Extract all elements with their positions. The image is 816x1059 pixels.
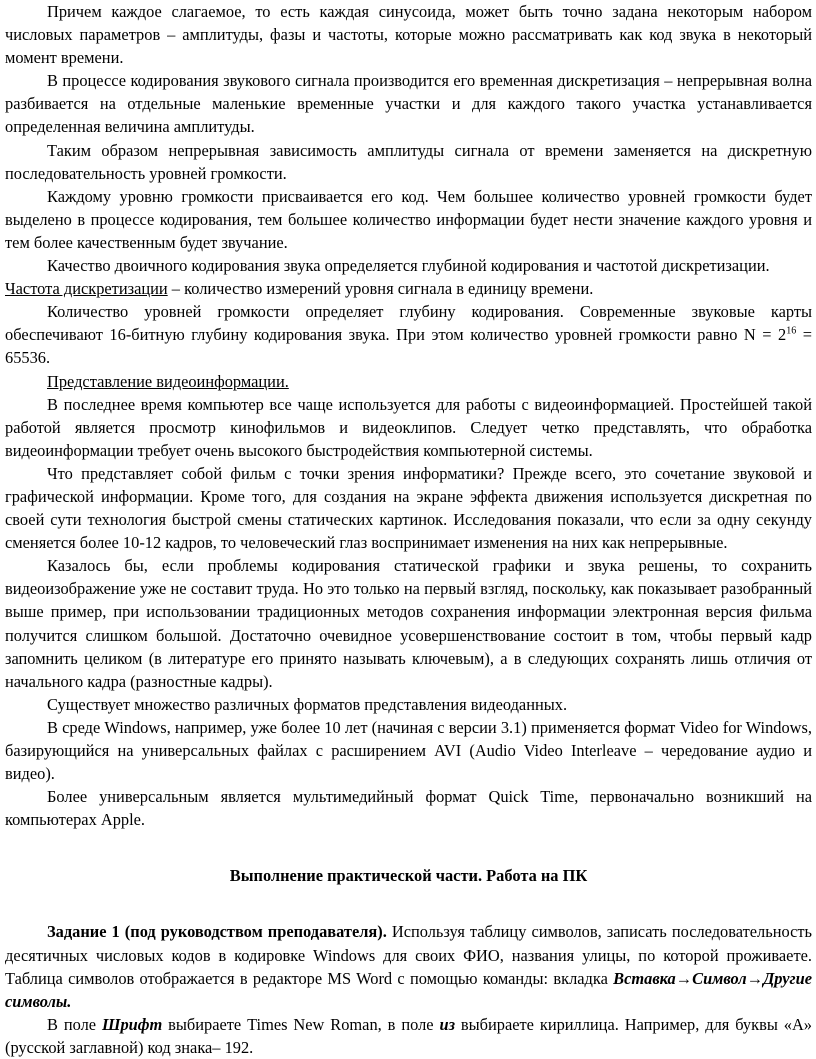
- encoding-depth-result: = 65536.: [5, 325, 812, 368]
- font-selection-text-3: выбираете кириллица. Например, для буквы «А» (русской заглавной) код знака– 192.: [5, 1014, 812, 1057]
- video-section-heading: Представление видеоинформации.: [47, 371, 289, 391]
- term-sampling-rate: Частота дискретизации: [5, 279, 168, 299]
- paragraph-video-intro: В последнее время компьютер все чаще используется для работы с видеоинформацией. Простейшей такой работой является просмотр кинофильмов и видеоклипов. Следует четко представлять, что обработка видеоинформации требует очень высокого быстродействия компьютерной системы.: [5, 394, 812, 460]
- paragraph-keyframes: Казалось бы, если проблемы кодирования статической графики и звука решены, то сохранить видеоизображение уже не составит труда. Но это только на первый взгляд, поскольку, как показывает разобранный выше пример, при использовании традиционных методов сохранения информации электронная версия фильма получится слишком большой. Достаточно очевидное усовершенствование состоит в том, чтобы первый кадр запомнить целиком (в литературе его принято называть ключевым), а в следующих сохранять лишь отличия от начального кадра (разностные кадры).: [5, 556, 812, 691]
- definition-text: – количество измерений уровня сигнала в единицу времени.: [167, 279, 594, 299]
- paragraph-film-informatics: Что представляет собой фильм с точки зрения информатики? Прежде всего, это сочетание звуковой и графической информации. Кроме того, для создания на экране эффекта движения используется дискретная по своей сути технология быстрой смены статических картинок. Исследования показали, что если за одну секунду сменяется более 10-12 кадров, то человеческий глаз воспринимает изменения на них как непрерывные.: [5, 463, 812, 553]
- task-label: Задание 1 (под руководством преподавателя).: [47, 922, 387, 942]
- paragraph-encoding-quality: Качество двоичного кодирования звука определяется глубиной кодирования и частотой дискретизации.: [47, 256, 770, 276]
- paragraph-encoding-depth: [5, 300, 812, 369]
- section-title-video: [5, 370, 812, 393]
- paragraph-time-discretization: В процессе кодирования звукового сигнала производится его временная дискретизация – непрерывная волна разбивается на отдельные маленькие временные участки и для каждого такого участка устанавливается определенная величина амплитуды.: [5, 71, 812, 137]
- font-selection-text-2: выбираете Times New Roman, в поле: [162, 1014, 440, 1034]
- practice-heading: Выполнение практической части. Работа на ПК: [229, 866, 588, 886]
- paragraph-avi-format: В среде Windows, например, уже более 10 лет (начиная с версии 3.1) применяется формат Video for Windows, базирующийся на универсальных файлах с расширением AVI (Audio Video Interleave – чередование аудио и видео).: [5, 717, 812, 784]
- paragraph-task-1: [5, 920, 812, 1012]
- from-field-label: из: [439, 1014, 455, 1034]
- paragraph-volume-levels: Таким образом непрерывная зависимость амплитуды сигнала от времени заменяется на дискретную последовательность уровней громкости.: [5, 140, 812, 183]
- paragraph-sinusoid-params: Причем каждое слагаемое, то есть каждая синусоида, может быть точно задана некоторым набором числовых параметров – амплитуды, фазы и частоты, которые можно рассматривать как код звука в некоторый момент времени.: [5, 2, 812, 68]
- font-selection-text: В поле: [47, 1014, 102, 1034]
- paragraph-video-formats: Существует множество различных форматов представления видеоданных.: [47, 694, 568, 714]
- paragraph-sampling-rate-definition: [5, 277, 812, 300]
- paragraph-level-codes: Каждому уровню громкости присваивается его код. Чем большее количество уровней громкости будет выделено в процессе кодирования, тем большее количество информации будет нести значение каждого уровня и тем более качественным будет звучание.: [5, 186, 812, 252]
- paragraph-quicktime-format: Более универсальным является мультимедийный формат Quick Time, первоначально возникший на компьютерах Apple.: [5, 787, 812, 830]
- exponent: 16: [786, 325, 797, 337]
- menu-path: Вставка→Символ→Другие символы.: [5, 968, 812, 1011]
- task-text: Используя таблицу символов, записать последовательность десятичных числовых кодов в кодировке Windows для своих ФИО, названия улицы, по которой проживаете. Таблица символов отображается в редакторе MS Word с помощью команды: вкладка: [5, 922, 813, 988]
- font-field-label: Шрифт: [101, 1014, 163, 1034]
- encoding-depth-text: Количество уровней громкости определяет глубину кодирования. Современные звуковые карты обеспечивают 16-битную глубину кодирования звука. При этом количество уровней громкости равно N = 2: [5, 302, 812, 345]
